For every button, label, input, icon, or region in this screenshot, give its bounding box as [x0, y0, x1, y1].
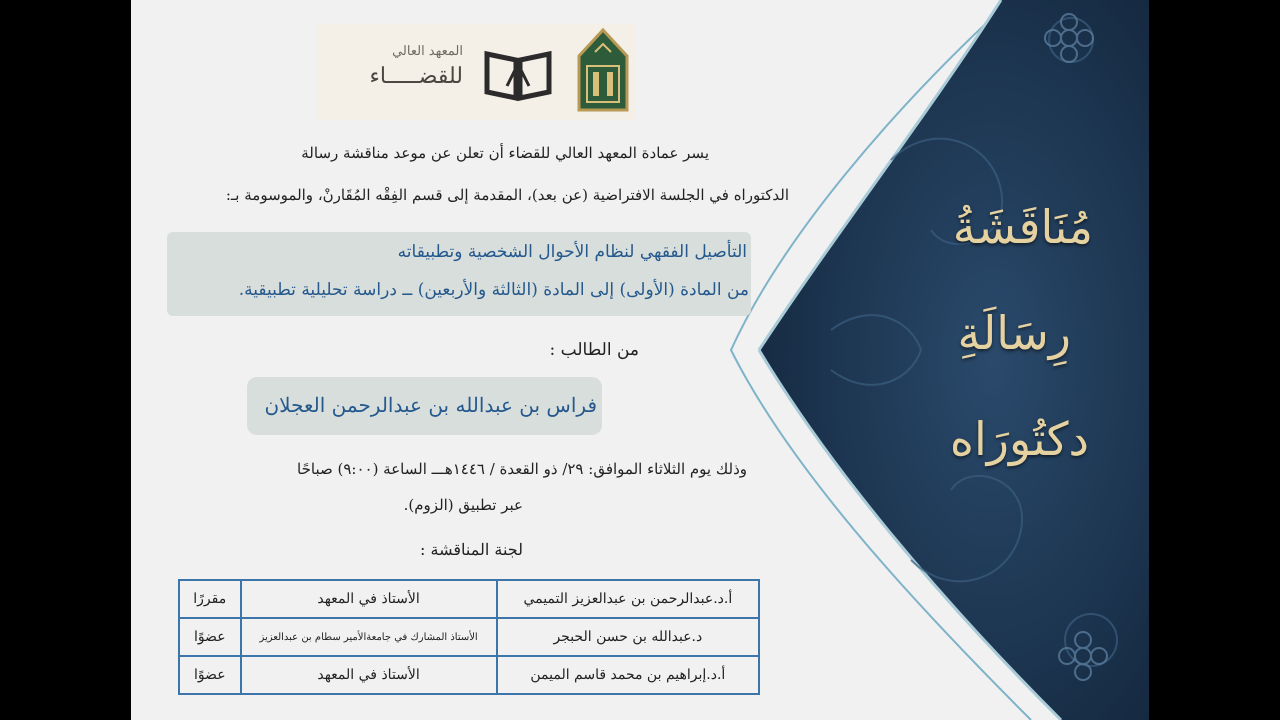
member-position: الأستاذ في المعهد — [241, 656, 497, 694]
thesis-title-line-2: من المادة (الأولى) إلى المادة (الثالثة والأربعين) ــ دراسة تحليلية تطبيقية. — [238, 280, 749, 300]
announcement-line-2: الدكتوراه في الجلسة الافتراضية (عن بعد)، المقدمة إلى قسم الفِقْه المُقَارنْ، والموسومة بـ: — [225, 186, 789, 204]
table-row — [179, 580, 759, 618]
announcement-line-1: يسر عمادة المعهد العالي للقضاء أن تعلن عن موعد مناقشة رسالة — [301, 144, 709, 162]
member-position: الأستاذ المشارك في جامعةالأمير سطام بن عبدالعزيز — [241, 618, 497, 656]
table-row — [179, 656, 759, 694]
member-position: الأستاذ في المعهد — [241, 580, 497, 618]
thesis-title-line-1: التأصيل الفقهي لنظام الأحوال الشخصية وتطبيقاته — [397, 242, 747, 262]
logos-header — [317, 24, 635, 120]
member-role: عضوًا — [179, 618, 241, 656]
committee-table — [178, 579, 760, 695]
institute-name-large: للقضـــــاء — [369, 64, 463, 89]
member-role: عضوًا — [179, 656, 241, 694]
committee-label: لجنة المناقشة : — [420, 540, 523, 559]
heading-line-1: مُنَاقَشَةُ — [952, 200, 1093, 254]
institute-name-small: المعهد العالي — [392, 44, 463, 59]
open-book-scales-icon — [483, 46, 553, 102]
student-label: من الطالب : — [549, 340, 639, 360]
schedule-line-1: وذلك يوم الثلاثاء الموافق: ٢٩/ ذو القعدة / ١٤٤٦هـــ الساعة (٩:٠٠) صباحًا — [297, 460, 747, 478]
schedule-line-2: عبر تطبيق (الزوم). — [403, 496, 523, 514]
announcement-poster — [131, 0, 1149, 720]
member-name: أ.د.عبدالرحمن بن عبدالعزيز التميمي — [497, 580, 759, 618]
heading-line-3: دكتُورَاه — [949, 412, 1089, 466]
member-role: مقررًا — [179, 580, 241, 618]
table-row — [179, 618, 759, 656]
member-name: أ.د.إبراهيم بن محمد قاسم الميمن — [497, 656, 759, 694]
member-name: د.عبدالله بن حسن الحبجر — [497, 618, 759, 656]
imam-university-emblem-icon — [575, 26, 631, 112]
heading-line-2: رِسَالَةِ — [957, 306, 1071, 360]
student-name: فراس بن عبدالله بن عبدالرحمن العجلان — [264, 393, 597, 417]
